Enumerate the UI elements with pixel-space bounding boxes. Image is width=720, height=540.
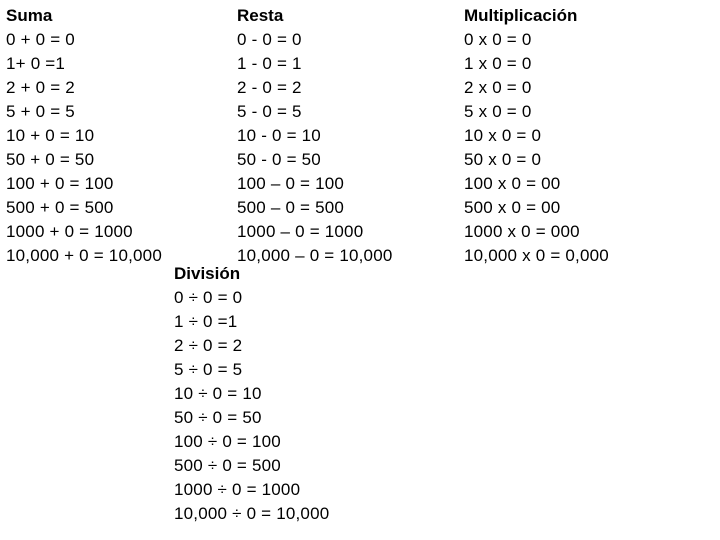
resta-line: 0 - 0 = 0 [237, 30, 302, 49]
resta-line: 2 - 0 = 2 [237, 78, 302, 97]
suma-heading: Suma [6, 6, 53, 25]
resta-line: 5 - 0 = 5 [237, 102, 302, 121]
multiplicacion-line: 0 x 0 = 0 [464, 30, 532, 49]
division-line: 10,000 ÷ 0 = 10,000 [174, 504, 330, 523]
suma-column [6, 4, 162, 268]
multiplicacion-line: 2 x 0 = 0 [464, 78, 532, 97]
resta-heading: Resta [237, 6, 284, 25]
resta-line: 50 - 0 = 50 [237, 150, 321, 169]
resta-line: 100 – 0 = 100 [237, 174, 345, 193]
division-line: 10 ÷ 0 = 10 [174, 384, 262, 403]
division-line: 2 ÷ 0 = 2 [174, 336, 243, 355]
division-heading: División [174, 264, 241, 283]
division-line: 50 ÷ 0 = 50 [174, 408, 262, 427]
multiplicacion-line: 1000 x 0 = 000 [464, 222, 580, 241]
suma-line: 1000 + 0 = 1000 [6, 222, 133, 241]
suma-line: 1+ 0 =1 [6, 54, 66, 73]
resta-line: 500 – 0 = 500 [237, 198, 345, 217]
suma-line: 100 + 0 = 100 [6, 174, 114, 193]
resta-line: 1000 – 0 = 1000 [237, 222, 364, 241]
division-line: 500 ÷ 0 = 500 [174, 456, 281, 475]
resta-line: 1 - 0 = 1 [237, 54, 302, 73]
suma-line: 10 + 0 = 10 [6, 126, 95, 145]
suma-line: 5 + 0 = 5 [6, 102, 75, 121]
suma-line: 50 + 0 = 50 [6, 150, 95, 169]
resta-line: 10 - 0 = 10 [237, 126, 321, 145]
multiplicacion-line: 500 x 0 = 00 [464, 198, 561, 217]
multiplicacion-line: 10,000 x 0 = 0,000 [464, 246, 609, 265]
suma-line: 10,000 + 0 = 10,000 [6, 246, 162, 265]
suma-line: 0 + 0 = 0 [6, 30, 75, 49]
multiplicacion-heading: Multiplicación [464, 6, 578, 25]
division-line: 1000 ÷ 0 = 1000 [174, 480, 301, 499]
suma-line: 2 + 0 = 2 [6, 78, 75, 97]
division-column [174, 262, 329, 526]
multiplicacion-column [464, 4, 609, 268]
multiplicacion-line: 5 x 0 = 0 [464, 102, 532, 121]
division-line: 0 ÷ 0 = 0 [174, 288, 243, 307]
division-line: 1 ÷ 0 =1 [174, 312, 238, 331]
multiplicacion-line: 10 x 0 = 0 [464, 126, 542, 145]
multiplicacion-line: 50 x 0 = 0 [464, 150, 542, 169]
division-line: 100 ÷ 0 = 100 [174, 432, 281, 451]
division-line: 5 ÷ 0 = 5 [174, 360, 243, 379]
resta-line: 10,000 – 0 = 10,000 [237, 246, 393, 265]
multiplicacion-line: 100 x 0 = 00 [464, 174, 561, 193]
multiplicacion-line: 1 x 0 = 0 [464, 54, 532, 73]
resta-column [237, 4, 393, 268]
suma-line: 500 + 0 = 500 [6, 198, 114, 217]
